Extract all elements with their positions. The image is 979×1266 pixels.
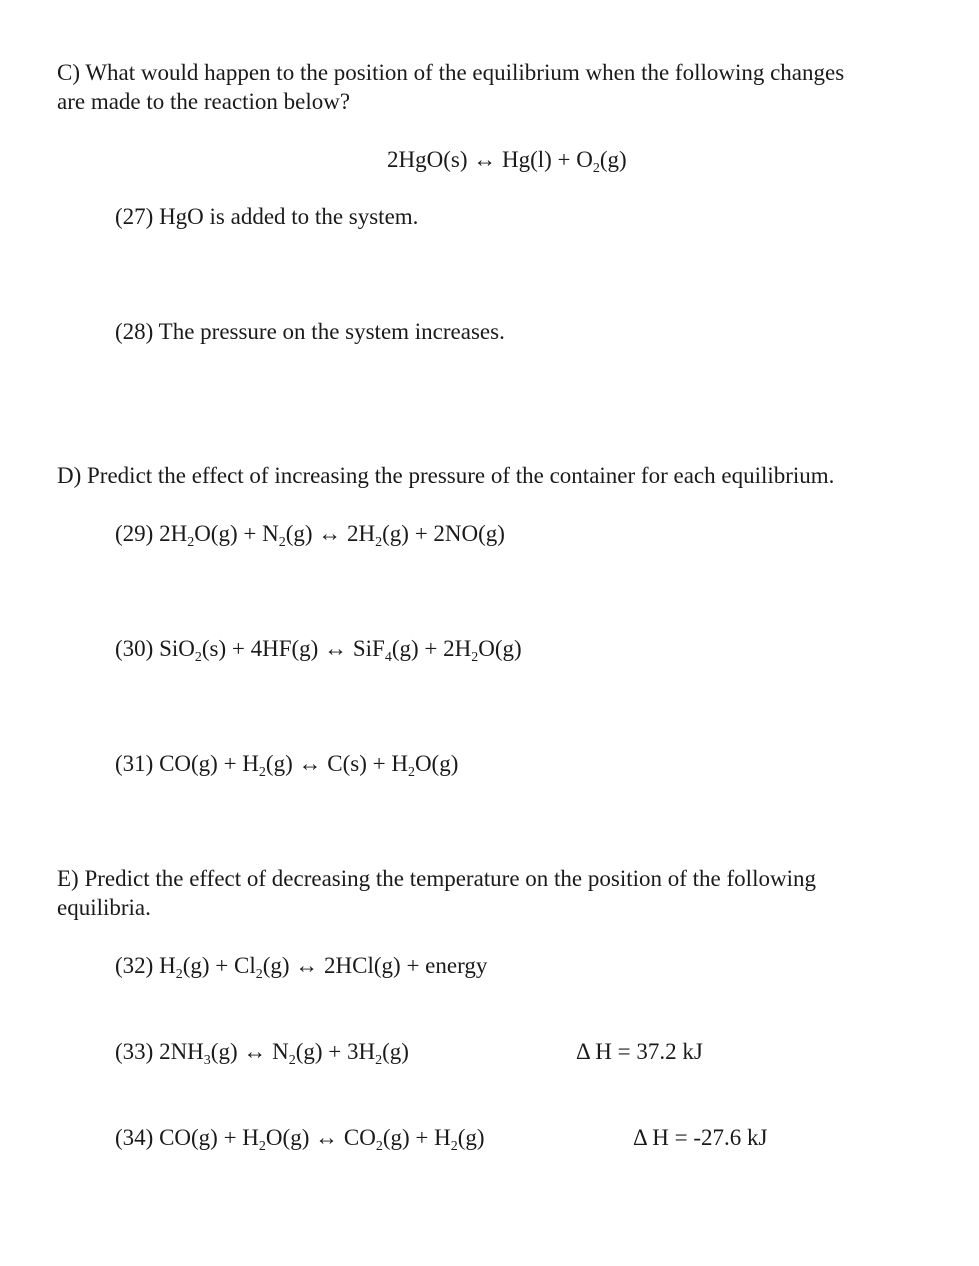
question-30: (30) SiO$_2$(s) + 4HF(g) ↔ $SiF_4(g) + 2H_2O(g)$ — [115, 636, 522, 665]
question-27: (27) HgO is added to the system. — [115, 204, 419, 229]
section-d-heading: D) Predict the effect of increasing the pressure of the container for each equilibrium. — [57, 463, 835, 488]
section-c-prompt-line1: C) What would happen to the position of the equilibrium when the following changes — [57, 60, 845, 85]
question-29: (29) $2H_2O(g) + N_2(g)$ ↔ $2H_2(g) + 2NO(g)$ — [115, 521, 505, 550]
section-c-reaction: 2HgO(s) ↔ $Hg(l) + O_2(g)$ — [387, 147, 627, 176]
section-e-prompt-line1: E) Predict the effect of decreasing the temperature on the position of the following — [57, 866, 816, 891]
question-31: (31) $CO(g) + H_2(g)$ ↔ $C(s) + H_2O(g)$ — [115, 751, 459, 780]
question-33: (33) $2NH_3(g)$ ↔ $N_2(g) + 3H_2(g)$ — [115, 1039, 409, 1068]
question-34: (34) $CO(g) + H_2O(g)$ ↔ $CO_2(g) + H_2(g)$ — [115, 1125, 485, 1154]
question-34-enthalpy: Δ H = -27.6 kJ — [633, 1125, 768, 1150]
section-c-prompt-line2: are made to the reaction below? — [57, 89, 351, 114]
section-e-prompt-line2: equilibria. — [57, 895, 151, 920]
question-28: (28) The pressure on the system increases. — [115, 319, 505, 344]
question-32: (32) $H_2(g) + Cl_2(g)$ ↔ 2HCl(g) + energy — [115, 953, 488, 982]
question-33-enthalpy: Δ H = 37.2 kJ — [576, 1039, 703, 1064]
